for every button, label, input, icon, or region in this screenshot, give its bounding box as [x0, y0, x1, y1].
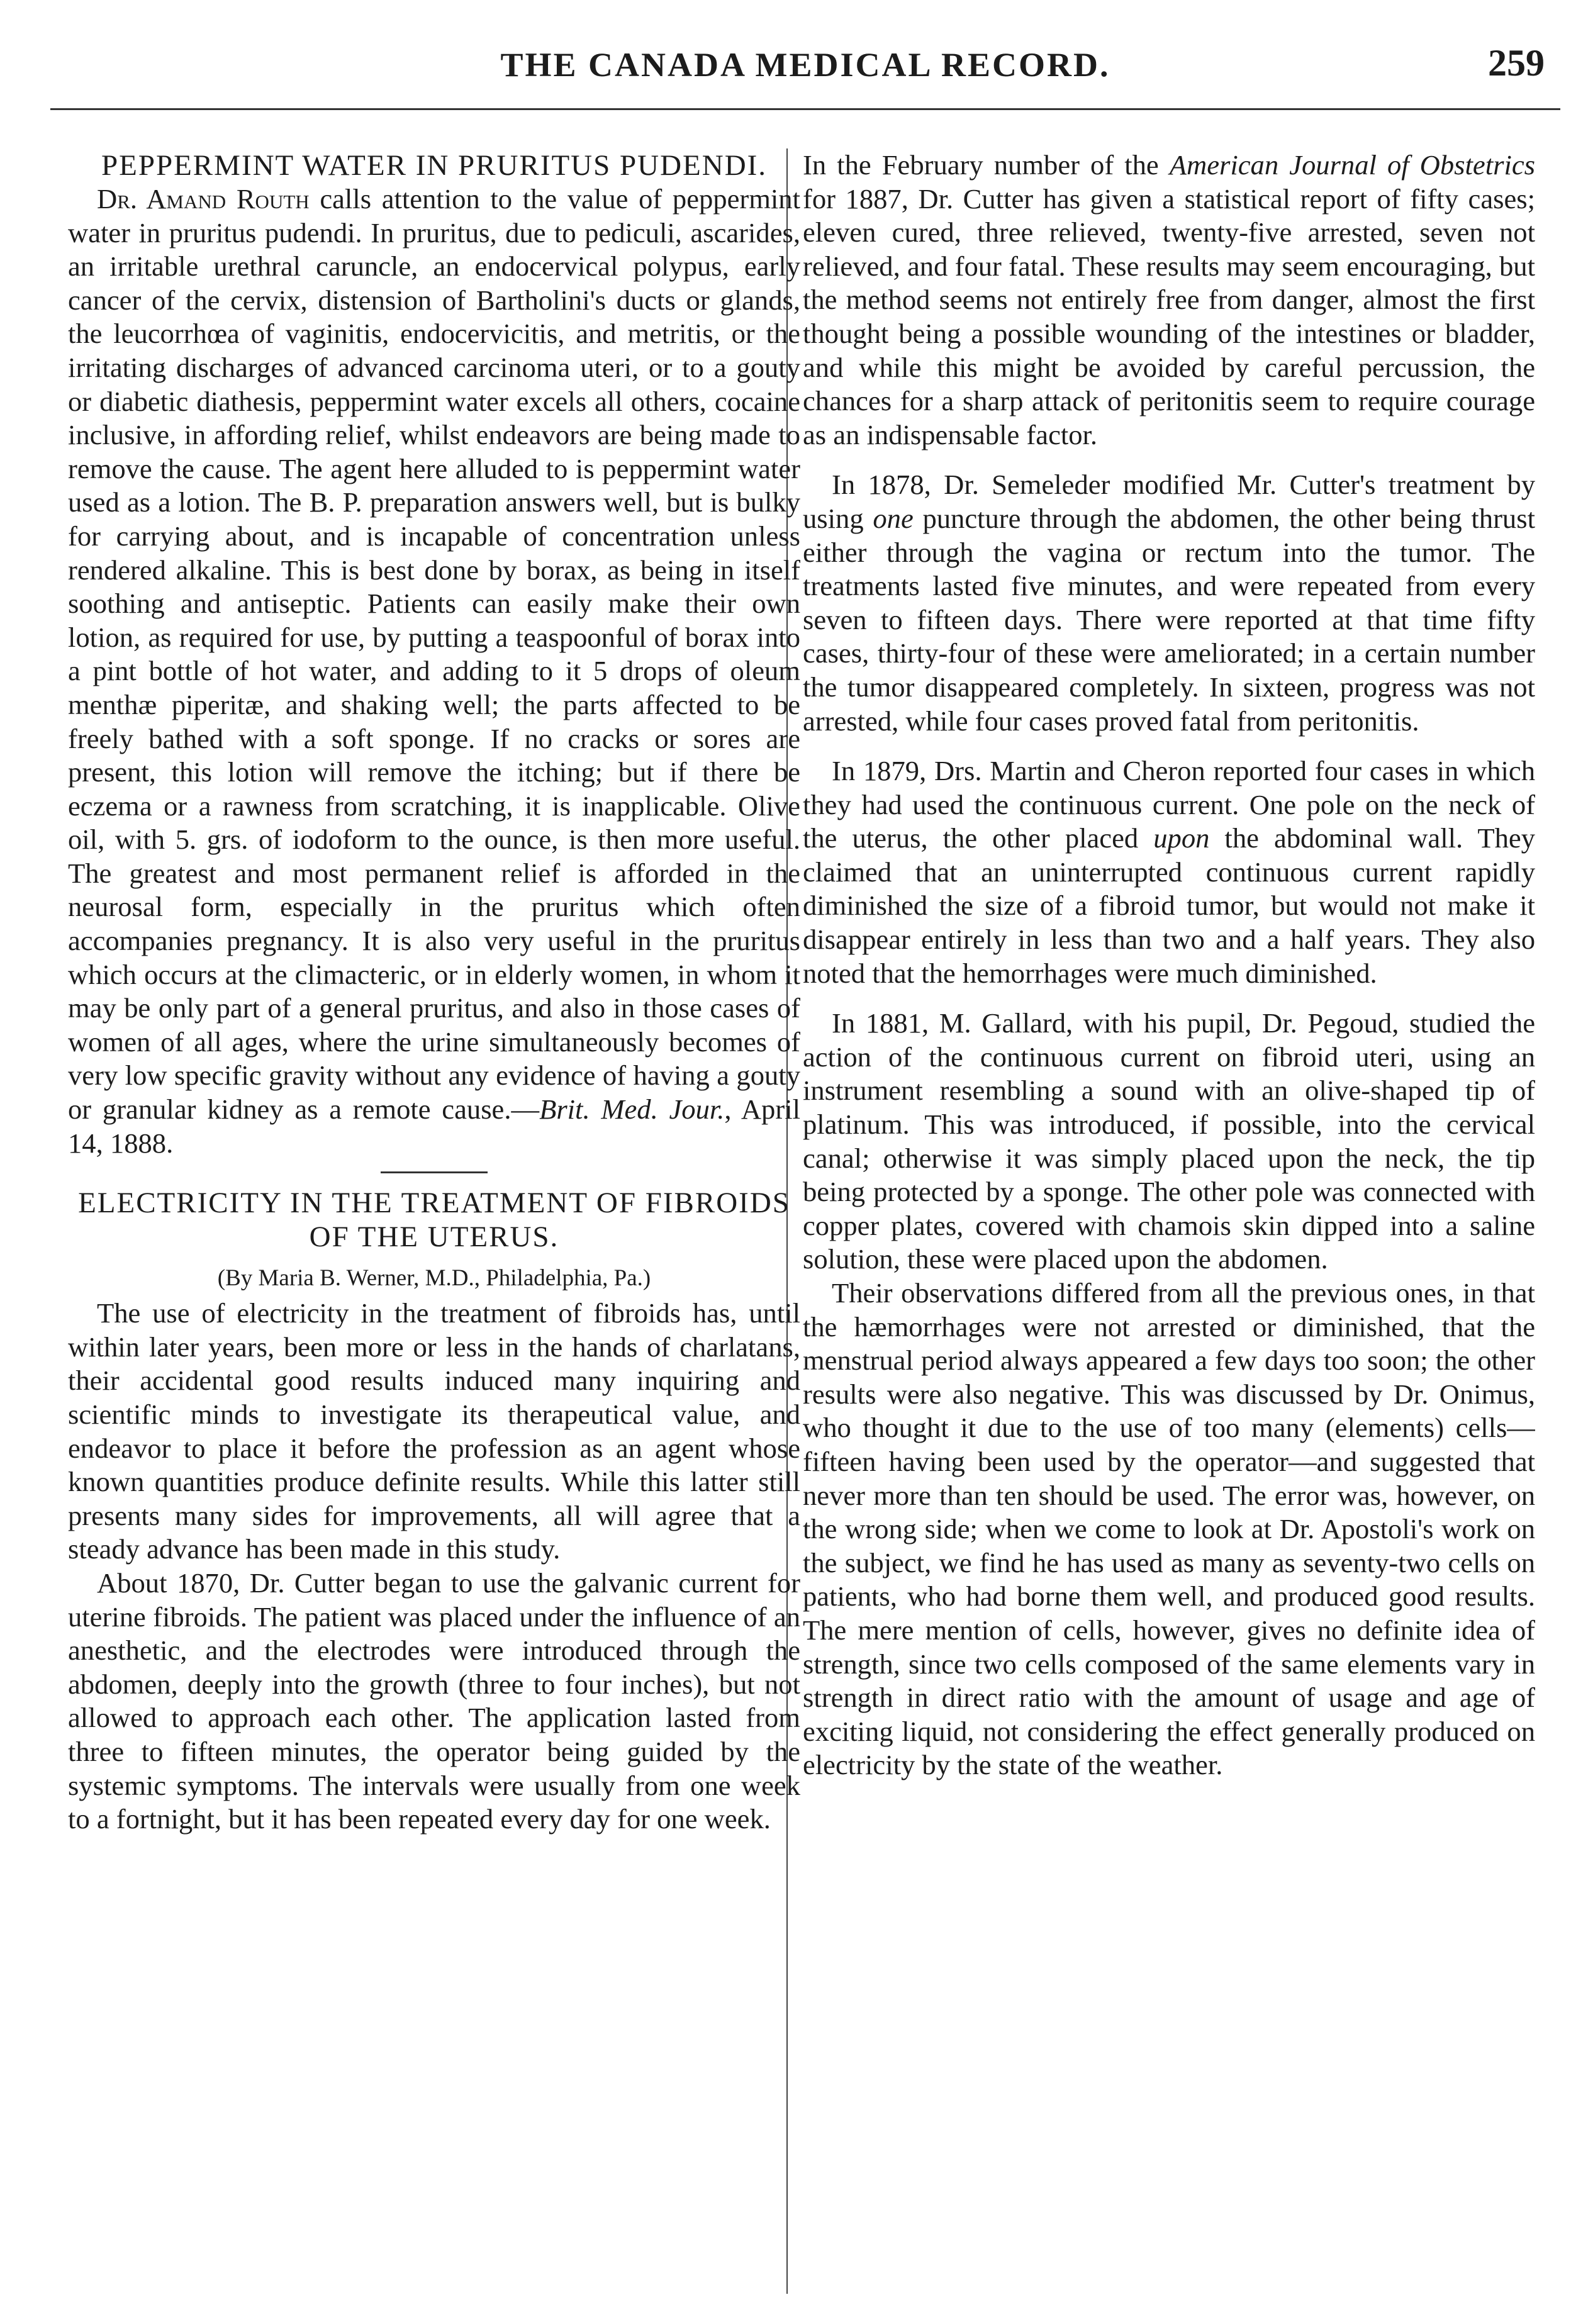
article-paragraph	[68, 182, 800, 1160]
journal-name: American Journal of Obstetrics	[1169, 149, 1535, 181]
right-column	[803, 148, 1535, 2300]
paragraph-gap	[803, 452, 1535, 468]
article-paragraph: About 1870, Dr. Cutter began to use the galvanic current for uterine fibroids. The patient was placed under the influence of an anesthetic, and the electrodes were introduced through the abdomen, deeply into the growth (three to four inches), but not allowed to approach each other. The application lasted from three to fifteen minutes, the operator being guided by the systemic symptoms. The intervals were usually from one week to a fortnight, but it has been repeated every day for one week.	[68, 1567, 800, 1835]
paragraph-gap	[803, 990, 1535, 1007]
article-paragraph: The use of electricity in the treatment of fibroids has, until within later years, been more or less in the hands of charlatans, their accidental good results induced many inquiring and scientific minds to investigate its therapeutical value, and endeavor to place it before the profession as an agent whose known quantities produce definite results. While this latter still presents many sides for improvements, all will agree that a steady advance has been made in this study.	[68, 1297, 800, 1565]
journal-title: THE CANADA MEDICAL RECORD.	[500, 46, 1110, 84]
article-paragraph: In 1881, M. Gallard, with his pupil, Dr. Pegoud, studied the action of the continuous current on fibroid uteri, using an instrument resembling a sound with an olive-shaped tip of platinum. This was introduced, if possible, into the cervical canal; otherwise it was simply placed upon the neck, the tip being protected by a sponge. The other pole was connected with copper plates, covered with chamois skin dipped into a saline solution, these were placed upon the abdomen.	[803, 1007, 1535, 1275]
article-paragraph	[803, 468, 1535, 738]
article-title-peppermint: PEPPERMINT WATER IN PRURITUS PUDENDI.	[101, 149, 768, 182]
paragraph-text: In 1879, Drs. Martin and Cheron reported four cases in which they had used the continuous current. One pole on the neck of the uterus, the other placed	[803, 755, 1535, 854]
section-divider	[381, 1171, 488, 1173]
page-number: 259	[1488, 42, 1545, 84]
article-title-electricity: ELECTRICITY IN THE TREATMENT OF FIBROIDS OF THE UTERUS.	[78, 1187, 790, 1254]
article-paragraph: Their observations differed from all the previous ones, in that the hæmorrhages were not arrested or diminished, that the menstrual period always appeared a few days too soon; the other results were also negative. This was discussed by Dr. Onimus, who thought it due to the use of too many (elements) cells—fifteen having been used by the operator—and suggested that never more than ten should be used. The error was, however, on the wrong side; when we come to look at Dr. Apostoli's work on the subject, we find he has used as many as seventy-two cells on patients, who had borne them well, and produced good results. The mere mention of cells, however, gives no definite idea of strength, since two cells composed of the same elements vary in strength in direct ratio with the amount of usage and age of exciting liquid, not considering the effect generally produced on electricity by the state of the weather.	[803, 1277, 1535, 1781]
article-byline: (By Maria B. Werner, M.D., Philadelphia, Pa.)	[217, 1265, 651, 1292]
author-name: Dr. Amand Routh	[97, 183, 310, 215]
paragraph-gap	[803, 738, 1535, 754]
citation-source: Brit. Med. Jour.	[539, 1093, 725, 1126]
paragraph-text: In the February number of the	[803, 149, 1170, 181]
paragraph-text: calls attention to the value of peppermint water in pruritus pudendi. In pruritus, due to pediculi, ascarides, an irritable urethral caruncle, an endocervical polypus, early cancer of the cervix, distension of Bartholini's ducts or glands, the leucorrhœa of vaginitis, endocervicitis, and metritis, or the irritating discharges of advanced carcinoma uteri, or to a gouty or diabetic diathesis, peppermint water excels all others, cocaine inclusive, in affording relief, whilst endeavors are being made to remove the cause. The agent here alluded to is peppermint water used as a lotion. The B. P. preparation answers well, but is bulky for carrying about, and is incapable of concentration unless rendered alkaline. This is best done by borax, as being in itself soothing and antiseptic. Patients can easily make their own lotion, as required for use, by putting a teaspoonful of borax into a pint bottle of hot water, and adding to it 5 drops of oleum menthæ piperitæ, and shaking well; the parts affected to be freely bathed with a soft sponge. If no cracks or sores are present, this lotion will remove the itching; but if there be eczema or a rawness from scratching, it is inapplicable. Olive oil, with 5. grs. of iodoform to the ounce, is then more useful. The greatest and most permanent relief is afforded in the neurosal form, especially in the pruritus which often accompanies pregnancy. It is also very useful in the pruritus which occurs at the climacteric, or in elderly women, in whom it may be only part of a general pruritus, and also in those cases of women of all ages, where the urine simultaneously becomes of very low specific gravity without any evidence of having a gouty or granular kidney as a remote cause.	[68, 183, 800, 1126]
running-head	[50, 33, 1560, 108]
header-rule	[50, 108, 1560, 110]
emphasis-text: upon	[1153, 822, 1210, 854]
article-paragraph	[803, 148, 1535, 452]
article-paragraph	[803, 754, 1535, 990]
paragraph-text: the abdominal wall. They claimed that an uninterrupted continuous current rapidly diminished the size of a fibroid tumor, but would not make it disappear entirely in less than two and a half years. They also noted that the hemorrhages were much diminished.	[803, 822, 1535, 989]
citation-date: , April 14, 1888.	[68, 1093, 800, 1159]
paragraph-text: In 1878, Dr. Semeleder modified Mr. Cutter's treatment by using	[803, 469, 1535, 534]
paragraph-text: for 1887, Dr. Cutter has given a statistical report of fifty cases; eleven cured, three relieved, twenty-five arrested, seven not relieved, and four fatal. These results may seem encouraging, but the method seems not entirely free from danger, almost the first thought being a possible wounding of the intestines or bladder, and while this might be avoided by careful percussion, the chances for a sharp attack of peritonitis seem to require courage as an indispensable factor.	[803, 182, 1535, 450]
paragraph-text: puncture through the abdomen, the other being thrust either through the vagina or rectum into the tumor. The treatments lasted five minutes, and were repeated from every seven to fifteen days. There were reported at that time fifty cases, thirty-four of these were ameliorated; in a certain number the tumor disappeared completely. In sixteen, progress was not arrested, while four cases proved fatal from peritonitis.	[803, 502, 1535, 737]
left-column	[68, 148, 800, 2300]
emphasis-text: one	[873, 502, 914, 534]
citation-dash: —	[511, 1093, 540, 1126]
